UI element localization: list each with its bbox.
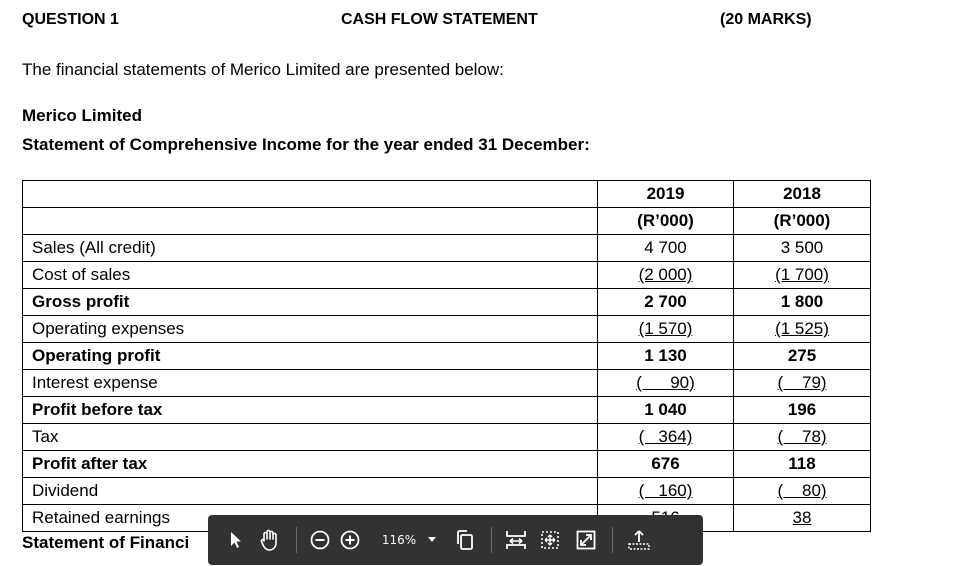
company-name: Merico Limited	[22, 106, 142, 125]
value-2019-cell	[598, 316, 734, 343]
pdf-viewer-toolbar	[208, 515, 703, 565]
table-row	[23, 424, 871, 451]
value-2019: ( 364)	[638, 427, 693, 446]
upload-icon[interactable]	[621, 515, 657, 565]
value-2019-cell	[598, 370, 734, 397]
value-2018-cell	[734, 505, 871, 532]
value-2018-cell	[734, 424, 871, 451]
income-statement-table	[22, 180, 871, 532]
row-label: Operating expenses	[23, 316, 598, 343]
value-2018: ( 80)	[777, 481, 827, 500]
table-header-row-years	[23, 181, 871, 208]
value-2018: 275	[734, 343, 871, 370]
zoom-dropdown-icon[interactable]	[423, 515, 441, 565]
value-2019: 2 700	[598, 289, 734, 316]
value-2018: (1 525)	[775, 319, 829, 338]
zoom-in-icon[interactable]	[335, 515, 365, 565]
table-row	[23, 235, 871, 262]
value-2018: ( 78)	[777, 427, 827, 446]
toolbar-divider	[296, 527, 297, 553]
select-arrow-icon[interactable]	[220, 515, 252, 565]
table-row	[23, 289, 871, 316]
question-marks: (20 MARKS)	[720, 11, 812, 28]
value-2018-cell	[734, 478, 871, 505]
table-row	[23, 370, 871, 397]
value-2019: 1 040	[598, 397, 734, 424]
table-row	[23, 397, 871, 424]
row-label: Profit before tax	[23, 397, 598, 424]
value-2019: 676	[598, 451, 734, 478]
row-label: Retained earnings	[23, 505, 598, 532]
crop-icon[interactable]	[532, 515, 568, 565]
value-2018: 118	[734, 451, 871, 478]
table-row	[23, 316, 871, 343]
row-label: Cost of sales	[23, 262, 598, 289]
statement-title: Statement of Comprehensive Income for the year ended 31 December:	[22, 135, 590, 154]
row-label: Dividend	[23, 478, 598, 505]
row-label: Operating profit	[23, 343, 598, 370]
table-row	[23, 478, 871, 505]
question-topic: CASH FLOW STATEMENT	[341, 11, 538, 28]
header-blank-cell	[23, 181, 598, 208]
table-row	[23, 262, 871, 289]
row-label: Interest expense	[23, 370, 598, 397]
question-number: QUESTION 1	[22, 11, 119, 28]
table-row	[23, 451, 871, 478]
table-row	[23, 343, 871, 370]
row-label: Tax	[23, 424, 598, 451]
value-2019: ( 90)	[636, 373, 695, 392]
table-header-row-units	[23, 208, 871, 235]
value-2019-cell	[598, 478, 734, 505]
row-label: Profit after tax	[23, 451, 598, 478]
value-2019: (2 000)	[638, 265, 693, 284]
year-2019-header: 2019	[598, 181, 734, 208]
toolbar-divider	[612, 527, 613, 553]
zoom-out-icon[interactable]	[305, 515, 335, 565]
value-2018: ( 79)	[777, 373, 827, 392]
next-statement-title: Statement of Financi	[22, 533, 190, 552]
year-2018-header: 2018	[734, 181, 871, 208]
value-2018: 3 500	[734, 235, 871, 262]
value-2018: 1 800	[734, 289, 871, 316]
row-label: Sales (All credit)	[23, 235, 598, 262]
copy-page-icon[interactable]	[447, 515, 483, 565]
intro-text: The financial statements of Merico Limited are presented below:	[22, 60, 504, 79]
fullscreen-icon[interactable]	[568, 515, 604, 565]
toolbar-divider	[491, 527, 492, 553]
value-2019: (1 570)	[638, 319, 693, 338]
value-2019-cell	[598, 424, 734, 451]
value-2019: 1 130	[598, 343, 734, 370]
unit-2019-header: (R’000)	[598, 208, 734, 235]
row-label: Gross profit	[23, 289, 598, 316]
value-2018: 38	[792, 508, 812, 527]
value-2018: 196	[734, 397, 871, 424]
zoom-level[interactable]: 116%	[381, 533, 417, 547]
value-2018-cell	[734, 316, 871, 343]
header-blank-cell	[23, 208, 598, 235]
fit-width-icon[interactable]	[500, 515, 532, 565]
value-2018: (1 700)	[775, 265, 829, 284]
value-2018-cell	[734, 262, 871, 289]
unit-2018-header: (R’000)	[734, 208, 871, 235]
value-2019: 4 700	[598, 235, 734, 262]
value-2019-cell	[598, 262, 734, 289]
hand-pan-icon[interactable]	[252, 515, 288, 565]
value-2019: ( 160)	[638, 481, 693, 500]
value-2018-cell	[734, 370, 871, 397]
